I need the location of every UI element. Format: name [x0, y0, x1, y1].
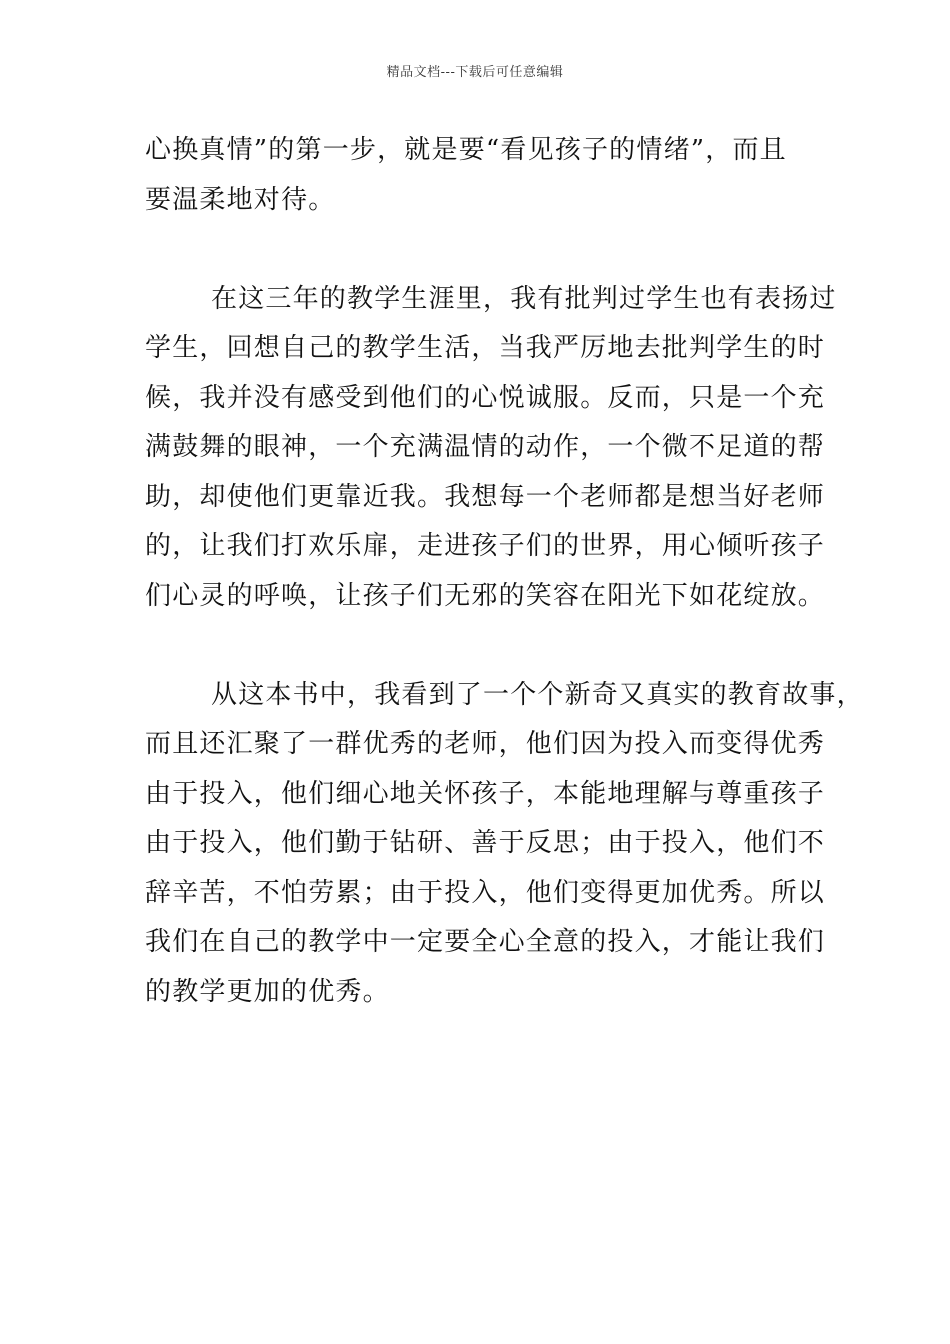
text-line: 要温柔地对待。	[145, 184, 336, 215]
text-line: 由于投入，他们细心地关怀孩子，本能地理解与尊重孩子	[145, 778, 826, 809]
text-line: 学生，回想自己的教学生活，当我严厉地去批判学生的时	[145, 333, 826, 363]
document-body	[145, 126, 864, 1017]
text-line: 的，让我们打欢乐扉，走进孩子们的世界，用心倾听孩子	[145, 531, 826, 561]
paragraph-gap	[145, 621, 810, 671]
text-line: 助，却使他们更靠近我。我想每一个老师都是想当好老师	[145, 481, 826, 512]
paragraph-2	[145, 275, 837, 622]
text-line: 从这本书中，我看到了一个个新奇又真实的教育故事，	[211, 679, 864, 710]
text-line: 我们在自己的教学中一定要全心全意的投入，才能让我们	[145, 927, 826, 957]
text-line: 满鼓舞的眼神，一个充满温情的动作，一个微不足道的帮	[145, 432, 826, 462]
text-line: 在这三年的教学生涯里，我有批判过学生也有表扬过	[211, 283, 837, 314]
text-line: 而且还汇聚了一群优秀的老师，他们因为投入而变得优秀	[145, 729, 826, 759]
paragraph-3	[145, 671, 864, 1018]
text-line: 的教学更加的优秀。	[145, 976, 390, 1007]
text-line: 辞辛苦，不怕劳累；由于投入，他们变得更加优秀。所以	[145, 877, 826, 908]
paragraph-1	[145, 126, 810, 225]
text-line: 心换真情”的第一步，就是要“看见孩子的情绪”，而且	[145, 135, 787, 165]
text-line: 们心灵的呼唤，让孩子们无邪的笑容在阳光下如花绽放。	[145, 580, 826, 611]
text-line: 候，我并没有感受到他们的心悦诚服。反而，只是一个充	[145, 382, 826, 413]
paragraph-gap	[145, 225, 810, 275]
page-header: 精品文档---下载后可任意编辑	[386, 65, 564, 80]
text-line: 由于投入，他们勤于钻研、善于反思；由于投入，他们不	[145, 828, 826, 858]
